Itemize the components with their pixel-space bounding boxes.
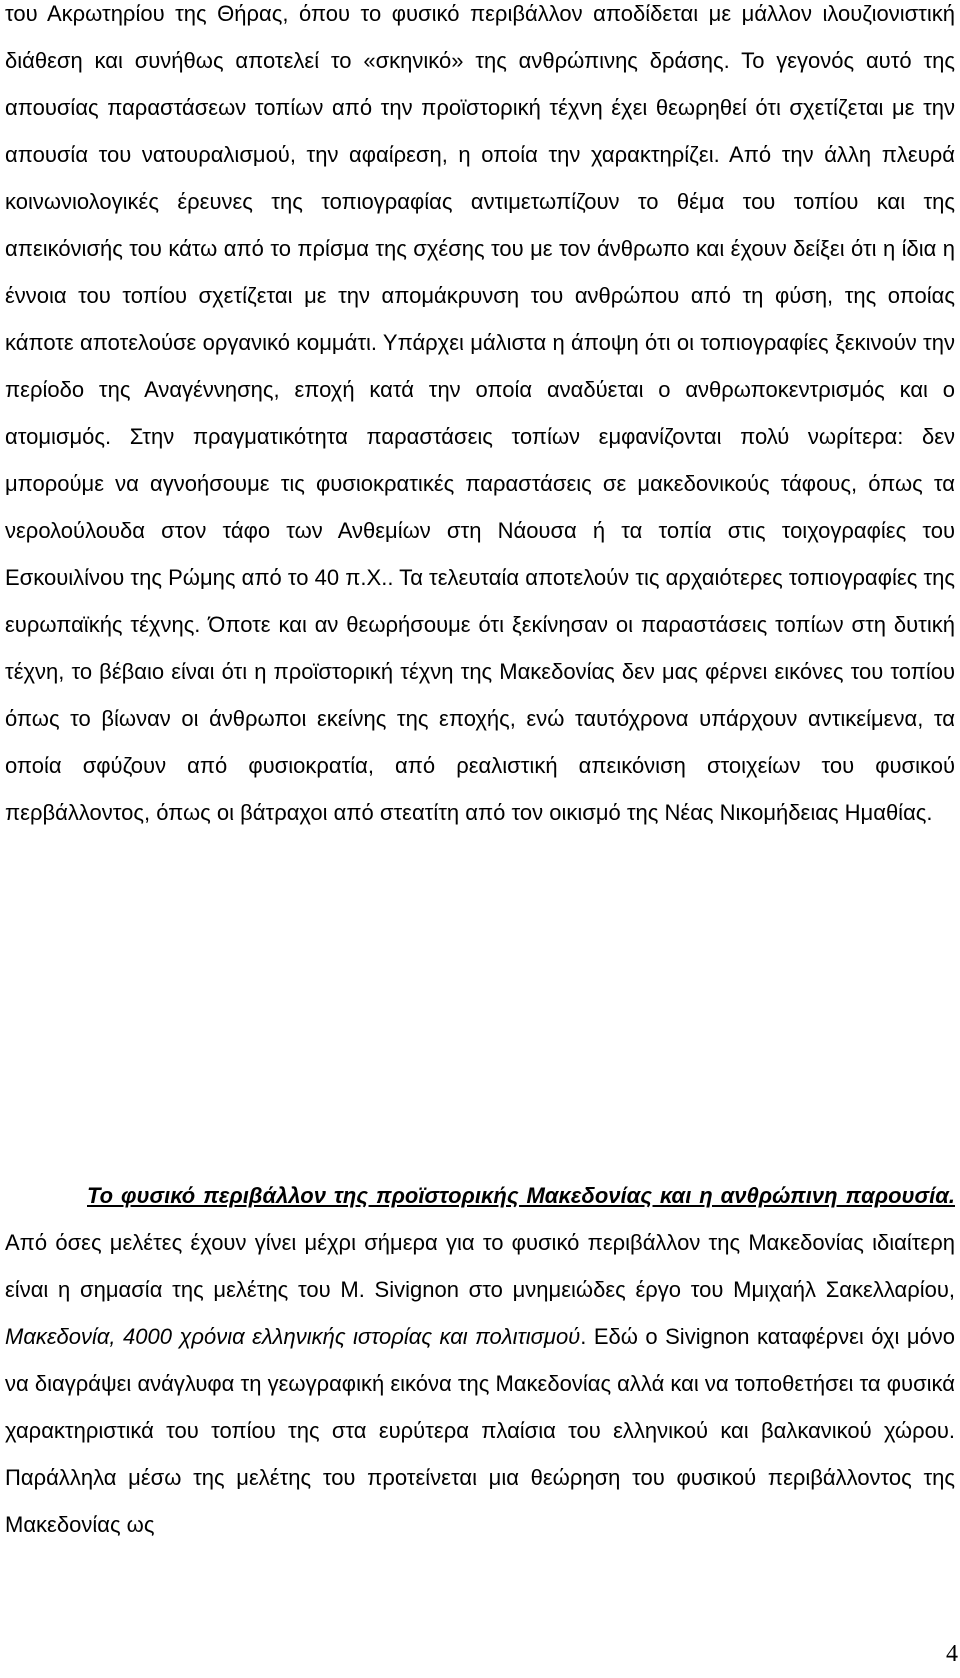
paragraph-text: του Ακρωτηρίου της Θήρας, όπου το φυσικό περιβάλλον αποδίδεται με μάλλον ιλουζιονιστική διάθεση και συνήθως αποτελεί το «σκηνικό» της ανθρώπινης δράσης. Το γεγονός αυτό της απουσίας παραστάσεων τοπίων από την προϊστορική τέχνη έχει θεωρηθεί ότι σχετίζεται με την απουσία του νατουραλισμού, την αφαίρεση, η οποία την χαρακτηρίζει. Από την άλλη πλευρά κοινωνιολογικές έρευνες της τοπιογραφίας αντιμετωπίζουν το θέμα του τοπίου και της απεικόνισής του κάτω από το πρίσμα της σχέσης του με τον άνθρωπο και έχουν δείξει ότι η ίδια η έννοια του τοπίου σχετίζεται με την απομάκρυνση του ανθρώπου από τη φύση, της οποίας κάποτε αποτελούσε οργανικό κομμάτι. Υπάρχει μάλιστα η άποψη ότι οι τοπιογραφίες ξεκινούν την περίοδο της Αναγέννησης, εποχή κατά την οποία αναδύεται ο ανθρωποκεντρισμός και ο ατομισμός. Στην πραγματικότητα παραστάσεις τοπίων εμφανίζονται πολύ νωρίτερα: δεν μπορούμε να αγνοήσουμε τις φυσιοκρατικές παραστάσεις σε μακεδονικούς τάφους, όπως τα νερολούλουδα στον τάφο των Ανθεμίων στη Νάουσα ή τα τοπία στις τοιχογραφίες του Εσκουιλίνου της Ρώμης από το 40 π.Χ.. Τα τελευταία αποτελούν τις αρχαιότερες τοπιογραφίες της ευρωπαϊκής τέχνης. Όποτε και αν θεωρήσουμε ότι ξεκίνησαν οι παραστάσεις τοπίων στη δυτική τέχνη, το βέβαιο είναι ότι η προϊστορική τέχνη της Μακεδονίας δεν μας φέρνει εικόνες του τοπίου όπως το βίωναν οι άνθρωποι εκείνης της εποχής, ενώ ταυτόχρονα υπάρχουν αντικείμενα, τα οποία σφύζουν από φυσιοκρατία, από ρεαλιστική απεικόνιση στοιχείων του φυσικού περβάλλοντος, όπως οι βάτραχοι από στεατίτη από τον οικισμό της Νέας Νικομήδειας Ημαθίας.	[5, 1, 955, 825]
paragraph-text-part-2: . Εδώ ο Sivignon καταφέρνει όχι μόνο να διαγράψει ανάγλυφα τη γεωγραφική εικόνα της Μακεδονίας αλλά και να τοποθετήσει τα φυσικά χαρακτηριστικά του τοπίου της στα ευρύτερα πλαίσια του ελληνικού και βαλκανικού χώρου. Παράλληλα μέσω της μελέτης του προτείνεται μια θεώρηση του φυσικού περιβάλλοντος της Μακεδονίας ως	[5, 1324, 955, 1537]
page-number: 4	[946, 1641, 958, 1667]
book-title: Μακεδονία, 4000 χρόνια ελληνικής ιστορίας και πολιτισμού	[5, 1324, 581, 1349]
section-heading: Το φυσικό περιβάλλον της προϊστορικής Μακεδονίας και η ανθρώπινη παρουσία.	[87, 1183, 955, 1208]
paragraph-text-part-1: Από όσες μελέτες έχουν γίνει μέχρι σήμερα για το φυσικό περιβάλλον της Μακεδονίας ιδιαίτερη είναι η σημασία της μελέτης του M. Sivignon στο μνημειώδες έργο του Μμιχαήλ Σακελλαρίου,	[5, 1230, 955, 1302]
section-paragraph	[5, 1172, 955, 1548]
body-paragraph	[5, 0, 955, 836]
